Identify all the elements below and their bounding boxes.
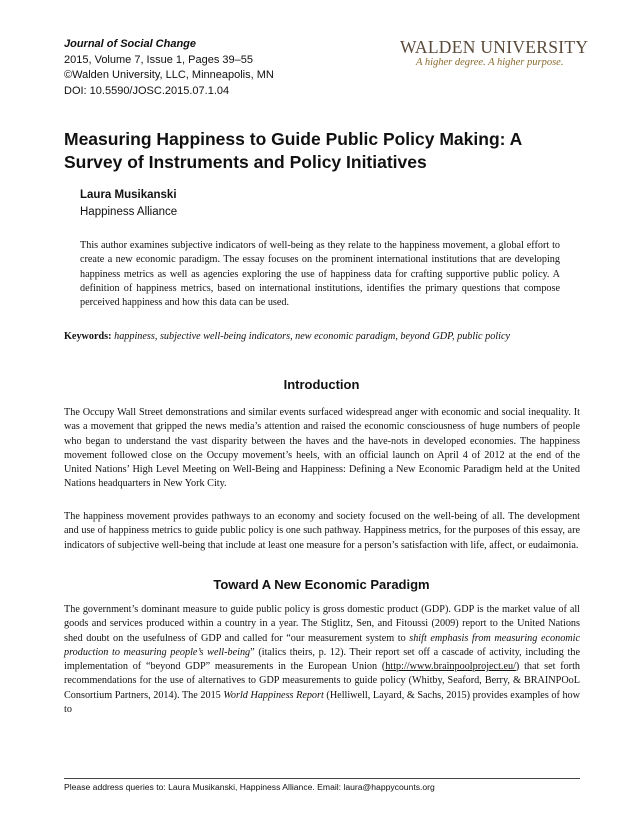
journal-doi: DOI: 10.5590/JOSC.2015.07.1.04 [64,84,230,97]
footer-contact: Please address queries to: Laura Musikanski, Happiness Alliance. Email: laura@happycounts.org [64,782,435,792]
keywords [64,329,579,344]
journal-volume: 2015, Volume 7, Issue 1, Pages 39–55 [64,53,253,66]
section-heading-economic-paradigm: Toward A New Economic Paradigm [213,577,430,592]
journal-copyright: ©Walden University, LLC, Minneapolis, MN [64,69,274,81]
keywords-list: happiness, subjective well-being indicators, new economic paradigm, beyond GDP, public policy [114,331,511,342]
section-text-3: ) that set forth recommendations for the use of alternatives to GDP measurements to guide policy (Whitby, Seaford, Berry, & BRAINPOoL Consortium Partners, 2014). The 2015 [64,661,580,701]
section-text-4: (Helliwell, Layard, & Sachs, 2015) provides examples of how to [64,689,580,716]
logo-tagline: A higher degree. A higher purpose. [416,57,564,68]
author-name: Laura Musikanski [80,189,177,201]
logo-name: WALDEN UNIVERSITY [400,37,589,57]
author-block [80,187,177,221]
introduction-heading: Introduction [283,377,360,392]
section-paragraph-1 [64,603,580,717]
section-quote-italic: shift emphasis from measuring economic production to measuring people’s well-being [64,632,580,658]
brainpool-link[interactable]: http://www.brainpoolproject.eu/ [385,661,516,673]
walden-logo [400,37,589,69]
intro-paragraph-2: The happiness movement provides pathways to an economy and society focused on the well-being of all. The development and use of happiness metrics to guide public policy is one such pathway. Happiness metrics, for the purposes of this essay, are indicators of subjective well-being that include at least one measure for a person’s satisfaction with life, affect, or eudaimonia. [64,511,580,551]
journal-title: Journal of Social Change [64,38,197,50]
abstract: This author examines subjective indicators of well-being as they relate to the happiness movement, a global effort to create a new economic paradigm. The essay focuses on the prominent international institutions that are developing happiness metrics as well as agencies exploring the use of happiness data for crafting supportive public policy. A definition of happiness metrics, based on international institutions, identifies the primary questions that compose perceived happiness and how this data can be used. [80,240,560,309]
footer-divider [64,778,580,779]
section-text-1: The government’s dominant measure to guide public policy is gross domestic product (GDP). GDP is the market value of all goods and services produced within a country in a year. The Stiglitz, Sen, and Fitoussi (2009) report to the United Nations shed doubt on the usefulness of GDP and called for “our measurement system to [64,604,580,644]
author-affiliation: Happiness Alliance [80,206,178,218]
intro-paragraph-1: The Occupy Wall Street demonstrations and similar events surfaced widespread anger with economic and social inequality. It was a movement that gripped the news media’s attention and raised the economic consciousness of huge numbers of people who began to understand the vast disparity between the haves and the have-nots in developed economies. The happiness movement followed close on the Occupy movement’s heels, with an official launch on April 4 of 2012 at the end of the United Nations’ High Level Meeting on Well-Being and Happiness: Defining a New Economic Paradigm held at the United Nations headquarters in New York City. [64,407,580,490]
keywords-label: Keywords: [64,331,112,342]
section-text-2: ” (italics theirs, p. 12). Their report set off a cascade of activity, including the implementation of “beyond GDP” measurements in the European Union ( [64,646,580,673]
journal-info [64,37,274,99]
report-title: World Happiness Report [223,689,324,701]
article-title: Measuring Happiness to Guide Public Policy Making: A Survey of Instruments and Policy Initiatives [64,129,522,172]
